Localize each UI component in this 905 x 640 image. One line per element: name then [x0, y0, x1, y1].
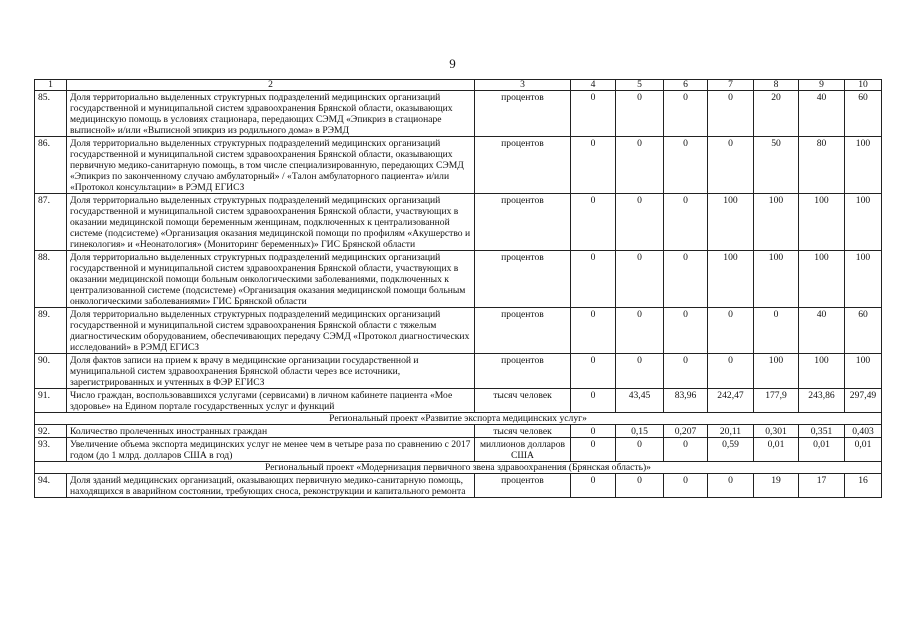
value-cell: 17 — [799, 474, 845, 498]
indicator-name: Доля территориально выделенных структурных подразделений медицинских организаций государственной и муниципальной систем здравоохранения Брянской области, оказывающих медицинскую помощь в условиях стационара, передающих СЭМД «Эпикриз в стационаре выписной» и/или «Выписной эпикриз из родильного дома» в РЭМД — [67, 91, 475, 137]
section-header-row — [35, 413, 882, 425]
value-cell: 0 — [664, 354, 708, 389]
column-header: 10 — [845, 80, 882, 91]
value-cell: 100 — [754, 251, 799, 308]
value-cell: 20,11 — [708, 425, 754, 438]
value-cell: 0 — [571, 91, 616, 137]
table-row — [35, 354, 882, 389]
table-row — [35, 438, 882, 462]
value-cell: 100 — [708, 194, 754, 251]
row-number: 94. — [35, 474, 67, 498]
value-cell: 40 — [799, 91, 845, 137]
value-cell: 0,15 — [616, 425, 664, 438]
value-cell: 0 — [664, 251, 708, 308]
unit-of-measure: тысяч человек — [475, 425, 571, 438]
value-cell: 0,01 — [845, 438, 882, 462]
unit-of-measure: процентов — [475, 354, 571, 389]
section-title: Региональный проект «Модернизация первичного звена здравоохранения (Брянская область)» — [35, 462, 882, 474]
unit-of-measure: процентов — [475, 251, 571, 308]
column-header: 6 — [664, 80, 708, 91]
value-cell: 0 — [664, 137, 708, 194]
value-cell: 100 — [799, 251, 845, 308]
unit-of-measure: процентов — [475, 91, 571, 137]
indicator-name: Число граждан, воспользовавшихся услугами (сервисами) в личном кабинете пациента «Мое здоровье» на Едином портале государственных услуг и функций — [67, 389, 475, 413]
section-title: Региональный проект «Развитие экспорта медицинских услуг» — [35, 413, 882, 425]
column-header: 1 — [35, 80, 67, 91]
unit-of-measure: процентов — [475, 474, 571, 498]
value-cell: 0,301 — [754, 425, 799, 438]
value-cell: 0 — [616, 91, 664, 137]
value-cell: 243,86 — [799, 389, 845, 413]
value-cell: 60 — [845, 91, 882, 137]
row-number: 89. — [35, 308, 67, 354]
column-header: 5 — [616, 80, 664, 91]
row-number: 88. — [35, 251, 67, 308]
value-cell: 100 — [845, 354, 882, 389]
value-cell: 297,49 — [845, 389, 882, 413]
value-cell: 100 — [708, 251, 754, 308]
indicator-name: Количество пролеченных иностранных граждан — [67, 425, 475, 438]
value-cell: 0 — [571, 425, 616, 438]
value-cell: 0,207 — [664, 425, 708, 438]
unit-of-measure: миллионов долларов США — [475, 438, 571, 462]
row-number: 86. — [35, 137, 67, 194]
value-cell: 100 — [799, 194, 845, 251]
value-cell: 100 — [754, 194, 799, 251]
table-row — [35, 425, 882, 438]
value-cell: 0 — [616, 438, 664, 462]
value-cell: 43,45 — [616, 389, 664, 413]
value-cell: 20 — [754, 91, 799, 137]
row-number: 93. — [35, 438, 67, 462]
value-cell: 0 — [708, 91, 754, 137]
value-cell: 0,01 — [754, 438, 799, 462]
column-header: 4 — [571, 80, 616, 91]
value-cell: 60 — [845, 308, 882, 354]
value-cell: 19 — [754, 474, 799, 498]
indicator-name: Увеличение объема экспорта медицинских услуг не менее чем в четыре раза по сравнению с 2017 годом (до 1 млрд. долларов США в год) — [67, 438, 475, 462]
value-cell: 0 — [571, 474, 616, 498]
value-cell: 80 — [799, 137, 845, 194]
value-cell: 100 — [845, 137, 882, 194]
value-cell: 100 — [845, 251, 882, 308]
value-cell: 0 — [664, 474, 708, 498]
value-cell: 100 — [799, 354, 845, 389]
value-cell: 0 — [708, 137, 754, 194]
value-cell: 0 — [616, 194, 664, 251]
value-cell: 0 — [616, 251, 664, 308]
page-number: 9 — [449, 56, 456, 71]
value-cell: 0 — [708, 308, 754, 354]
value-cell: 242,47 — [708, 389, 754, 413]
column-header: 9 — [799, 80, 845, 91]
value-cell: 0 — [708, 354, 754, 389]
column-header: 7 — [708, 80, 754, 91]
table-row — [35, 137, 882, 194]
value-cell: 177,9 — [754, 389, 799, 413]
unit-of-measure: процентов — [475, 194, 571, 251]
column-header: 3 — [475, 80, 571, 91]
value-cell: 0 — [571, 251, 616, 308]
value-cell: 0 — [571, 354, 616, 389]
table-row — [35, 308, 882, 354]
row-number: 91. — [35, 389, 67, 413]
value-cell: 0 — [571, 389, 616, 413]
unit-of-measure: процентов — [475, 137, 571, 194]
column-header: 2 — [67, 80, 475, 91]
value-cell: 50 — [754, 137, 799, 194]
row-number: 90. — [35, 354, 67, 389]
value-cell: 100 — [754, 354, 799, 389]
table-row — [35, 251, 882, 308]
table-row — [35, 389, 882, 413]
value-cell: 83,96 — [664, 389, 708, 413]
value-cell: 0 — [571, 438, 616, 462]
unit-of-measure: процентов — [475, 308, 571, 354]
row-number: 85. — [35, 91, 67, 137]
table-body — [35, 80, 882, 498]
value-cell: 0 — [664, 91, 708, 137]
indicator-name: Доля территориально выделенных структурных подразделений медицинских организаций государственной и муниципальной систем здравоохранения Брянской области с тяжелым диагностическим оборудованием, обеспечивающих передачу СЭМД «Протокол диагностических исследований» в РЭМД ЕГИСЗ — [67, 308, 475, 354]
value-cell: 0,351 — [799, 425, 845, 438]
indicators-table — [34, 79, 882, 498]
column-number-row — [35, 80, 882, 91]
row-number: 87. — [35, 194, 67, 251]
value-cell: 0,01 — [799, 438, 845, 462]
value-cell: 0 — [571, 194, 616, 251]
value-cell: 0 — [616, 474, 664, 498]
table-row — [35, 474, 882, 498]
table-row — [35, 194, 882, 251]
value-cell: 0 — [664, 308, 708, 354]
value-cell: 40 — [799, 308, 845, 354]
value-cell: 0 — [616, 137, 664, 194]
indicator-name: Доля территориально выделенных структурных подразделений медицинских организаций государственной и муниципальной систем здравоохранения Брянской области, участвующих в оказании медицинской помощи больным онкологическими заболеваниями, подключенных к централизованной системе (подсистеме) «Организация оказания медицинской помощи больным онкологическими заболеваниями» ГИС Брянской области — [67, 251, 475, 308]
table-row — [35, 91, 882, 137]
indicator-name: Доля территориально выделенных структурных подразделений медицинских организаций государственной и муниципальной систем здравоохранения Брянской области, участвующих в оказании медицинской помощи беременным женщинам, подключенных к централизованной системе (подсистеме) «Организация оказания медицинской помощи по профилям «Акушерство и гинекология» и «Неонатология» (Мониторинг беременных)» ГИС Брянской области — [67, 194, 475, 251]
value-cell: 0 — [616, 308, 664, 354]
value-cell: 0 — [616, 354, 664, 389]
row-number: 92. — [35, 425, 67, 438]
value-cell: 0 — [664, 194, 708, 251]
indicator-name: Доля территориально выделенных структурных подразделений медицинских организаций государственной и муниципальной систем здравоохранения Брянской области, оказывающих первичную медико-санитарную помощь, в том числе специализированную, передающих СЭМД «Эпикриз по законченному случаю амбулаторный» / «Талон амбулаторного пациента» и/или «Протокол консультации» в РЭМД ЕГИСЗ — [67, 137, 475, 194]
value-cell: 0,59 — [708, 438, 754, 462]
value-cell: 100 — [845, 194, 882, 251]
value-cell: 0 — [664, 438, 708, 462]
column-header: 8 — [754, 80, 799, 91]
value-cell: 0 — [571, 137, 616, 194]
value-cell: 0,403 — [845, 425, 882, 438]
section-header-row — [35, 462, 882, 474]
unit-of-measure: тысяч человек — [475, 389, 571, 413]
value-cell: 0 — [571, 308, 616, 354]
value-cell: 0 — [754, 308, 799, 354]
indicator-name: Доля зданий медицинских организаций, оказывающих первичную медико-санитарную помощь, находящихся в аварийном состоянии, требующих сноса, реконструкции и капитального ремонта — [67, 474, 475, 498]
value-cell: 0 — [708, 474, 754, 498]
value-cell: 16 — [845, 474, 882, 498]
indicator-name: Доля фактов записи на прием к врачу в медицинские организации государственной и муниципальной систем здравоохранения Брянской области через все источники, зарегистрированных и учтенных в ФЭР ЕГИСЗ — [67, 354, 475, 389]
